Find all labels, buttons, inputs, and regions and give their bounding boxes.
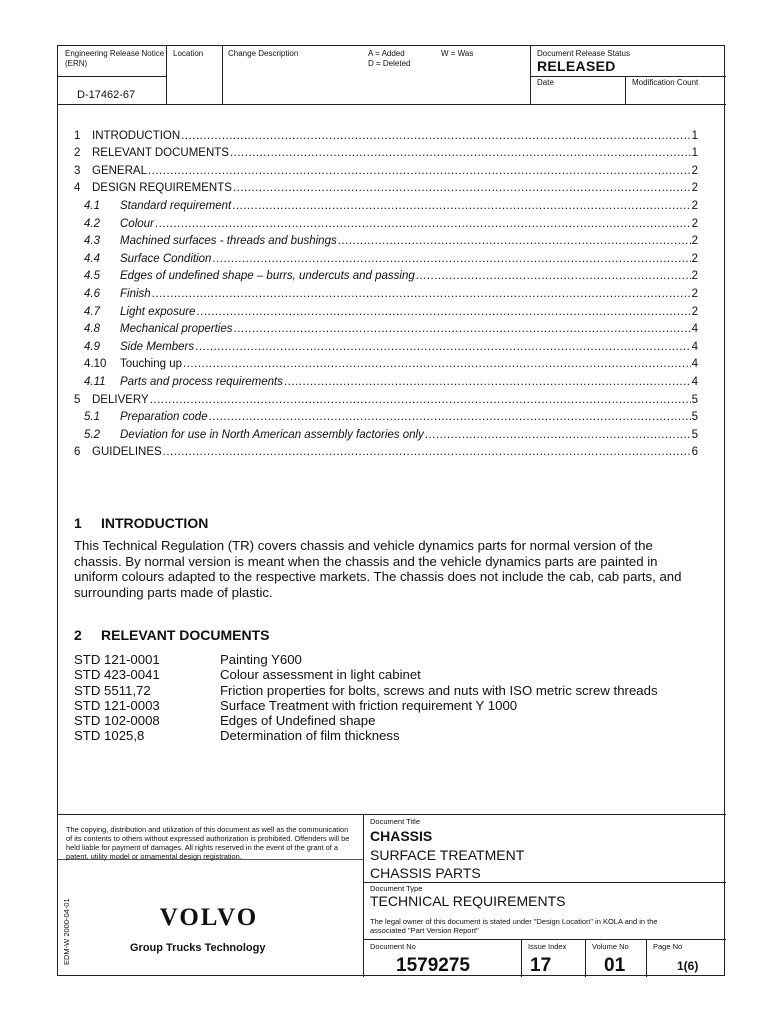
legal-owner-note: The legal owner of this document is stated under "Design Location" in KOLA and in the associated "Part Version Report"	[370, 917, 658, 935]
volume-number-label: Volume No	[592, 942, 629, 951]
toc-entry-page: 4	[691, 340, 698, 353]
toc-entry-title: DELIVERY	[92, 393, 149, 406]
document-number-label: Document No	[370, 942, 416, 951]
toc-entry	[74, 423, 698, 441]
section-heading-relevant-documents	[74, 627, 270, 643]
relevant-document-row	[74, 713, 658, 728]
footer-divider	[521, 939, 522, 977]
toc-entry-page: 2	[691, 305, 698, 318]
table-of-contents	[74, 124, 698, 458]
toc-entry-page: 2	[691, 164, 698, 177]
introduction-paragraph: This Technical Regulation (TR) covers chassis and vehicle dynamics parts for normal version of the chassis. By normal version is meant when the chassis and the vehicle dynamics parts are painted in uniform colours adapted to the respective markets. The chassis does not include the cab, cab parts, and surrounding parts made of plastic.	[74, 538, 682, 600]
toc-entry	[74, 441, 698, 459]
header-divider	[625, 76, 626, 104]
toc-entry-number: 2	[74, 147, 81, 160]
added-legend: A = Added	[368, 49, 405, 58]
issue-index-label: Issue Index	[528, 942, 567, 951]
toc-entry-number: 4.4	[84, 252, 100, 265]
company-name: Group Trucks Technology	[130, 942, 266, 954]
toc-entry-title: Mechanical properties	[120, 323, 233, 336]
toc-entry-page: 2	[691, 182, 698, 195]
toc-entry-page: 2	[691, 217, 698, 230]
document-number: 1579275	[396, 955, 470, 976]
standard-description: Painting Y600	[220, 652, 302, 667]
toc-entry-title: Light exposure	[120, 305, 196, 318]
toc-entry-number: 4.3	[84, 235, 100, 248]
release-status-label: Document Release Status	[537, 49, 630, 58]
volvo-logo	[134, 904, 284, 930]
toc-entry-number: 4.9	[84, 340, 100, 353]
toc-leader-dots	[155, 218, 691, 230]
toc-entry	[74, 370, 698, 388]
toc-entry-page: 2	[691, 252, 698, 265]
toc-entry-title: Parts and process requirements	[120, 375, 283, 388]
toc-entry-number: 4.8	[84, 323, 100, 336]
section-number: 1	[74, 515, 82, 531]
page-number: 1(6)	[677, 959, 699, 973]
change-description-label: Change Description	[228, 49, 299, 58]
toc-entry	[74, 353, 698, 371]
toc-leader-dots	[181, 130, 690, 142]
section-heading-introduction	[74, 515, 208, 531]
toc-entry-number: 4.5	[84, 270, 100, 283]
footer-divider	[585, 939, 586, 977]
toc-entry	[74, 212, 698, 230]
toc-leader-dots	[152, 288, 691, 300]
date-label: Date	[537, 78, 554, 87]
toc-entry-number: 5.2	[84, 428, 100, 441]
toc-entry-title: DESIGN REQUIREMENTS	[92, 182, 232, 195]
toc-entry-page: 6	[691, 446, 698, 459]
was-legend: W = Was	[441, 49, 474, 58]
footer-divider	[363, 814, 364, 977]
footer-top-rule	[58, 814, 726, 815]
release-status: RELEASED	[537, 58, 616, 74]
document-title-line-2: SURFACE TREATMENT	[370, 847, 525, 863]
section-title: INTRODUCTION	[101, 515, 209, 531]
standard-description: Edges of Undefined shape	[220, 713, 376, 729]
standard-description: Surface Treatment with friction requirement Y 1000	[220, 697, 518, 713]
toc-leader-dots	[284, 376, 691, 388]
toc-entry	[74, 230, 698, 248]
section-number: 2	[74, 627, 82, 643]
toc-entry-title: Finish	[120, 287, 151, 300]
toc-entry	[74, 265, 698, 283]
footer-divider	[363, 882, 726, 883]
header-divider	[58, 76, 166, 77]
document-type: TECHNICAL REQUIREMENTS	[370, 893, 566, 909]
toc-entry	[74, 318, 698, 336]
document-page	[57, 45, 725, 976]
standard-code: STD 5511,72	[74, 682, 151, 698]
standard-code: STD 1025,8	[74, 728, 145, 744]
toc-leader-dots	[230, 147, 691, 159]
toc-entry	[74, 335, 698, 353]
footer-divider	[646, 939, 647, 977]
toc-entry-number: 4.11	[84, 375, 106, 388]
standard-code: STD 102-0008	[74, 713, 160, 729]
document-title-label: Document Title	[370, 817, 421, 826]
relevant-document-row	[74, 683, 658, 698]
toc-entry-page: 4	[691, 358, 698, 371]
relevant-document-row	[74, 728, 658, 743]
toc-entry-number: 4	[74, 182, 81, 195]
toc-entry-number: 4.6	[84, 287, 100, 300]
toc-entry-page: 2	[691, 287, 698, 300]
toc-leader-dots	[183, 358, 691, 370]
deleted-legend: D = Deleted	[368, 59, 411, 68]
toc-entry-title: GUIDELINES	[92, 446, 162, 459]
toc-entry-page: 1	[691, 129, 698, 142]
toc-entry-number: 4.1	[84, 199, 100, 212]
toc-entry-number: 5.1	[84, 411, 100, 424]
toc-entry-page: 2	[691, 235, 698, 248]
toc-leader-dots	[232, 200, 690, 212]
toc-leader-dots	[196, 306, 690, 318]
toc-entry	[74, 282, 698, 300]
standard-code: STD 423-0041	[74, 667, 160, 683]
document-title-line-3: CHASSIS PARTS	[370, 865, 481, 881]
toc-entry	[74, 159, 698, 177]
toc-leader-dots	[209, 411, 691, 423]
toc-entry-page: 5	[691, 393, 698, 406]
toc-entry	[74, 124, 698, 142]
toc-entry-title: Deviation for use in North American assembly factories only	[120, 428, 424, 441]
toc-entry	[74, 300, 698, 318]
toc-leader-dots	[212, 253, 690, 265]
document-type-label: Document Type	[370, 884, 423, 893]
toc-entry-number: 4.2	[84, 217, 100, 230]
toc-entry-title: Machined surfaces - threads and bushings	[120, 235, 337, 248]
toc-entry-title: Touching up	[120, 358, 183, 371]
toc-entry	[74, 247, 698, 265]
toc-entry-number: 5	[74, 393, 81, 406]
toc-entry-title: GENERAL	[92, 164, 147, 177]
toc-entry-title: RELEVANT DOCUMENTS	[92, 147, 229, 160]
toc-entry-page: 2	[691, 270, 698, 283]
volume-number: 01	[604, 955, 626, 976]
toc-leader-dots	[416, 270, 691, 282]
document-header	[58, 46, 724, 104]
toc-entry	[74, 177, 698, 195]
footer-divider	[363, 939, 726, 940]
toc-entry-page: 1	[691, 147, 698, 160]
toc-leader-dots	[163, 446, 691, 458]
relevant-document-row	[74, 698, 658, 713]
toc-entry-title: Edges of undefined shape – burrs, undercuts and passing	[120, 270, 415, 283]
section-title: RELEVANT DOCUMENTS	[101, 627, 270, 643]
toc-entry-title: INTRODUCTION	[92, 129, 181, 142]
relevant-document-row	[74, 652, 658, 667]
toc-leader-dots	[338, 235, 691, 247]
toc-entry-page: 2	[691, 199, 698, 212]
header-divider	[530, 76, 726, 77]
toc-entry-page: 5	[691, 428, 698, 441]
toc-entry-title: Colour	[120, 217, 154, 230]
toc-leader-dots	[148, 165, 691, 177]
toc-leader-dots	[234, 323, 691, 335]
header-divider	[222, 46, 223, 104]
document-title-line-1: CHASSIS	[370, 828, 433, 844]
toc-entry-title: Preparation code	[120, 411, 208, 424]
toc-entry-page: 5	[691, 411, 698, 424]
relevant-documents-list	[74, 652, 658, 744]
ern-label: Engineering Release Notice (ERN)	[65, 49, 165, 68]
toc-entry-page: 4	[691, 375, 698, 388]
toc-entry-page: 4	[691, 323, 698, 336]
relevant-document-row	[74, 667, 658, 682]
modification-count-label: Modification Count	[632, 78, 699, 87]
toc-leader-dots	[195, 341, 690, 353]
toc-entry	[74, 406, 698, 424]
toc-entry-title: Side Members	[120, 340, 195, 353]
header-divider	[530, 46, 531, 104]
toc-entry-number: 3	[74, 164, 81, 177]
toc-leader-dots	[150, 394, 691, 406]
page-number-label: Page No	[653, 942, 683, 951]
standard-code: STD 121-0001	[74, 652, 160, 667]
toc-entry	[74, 388, 698, 406]
copyright-notice: The copying, distribution and utilization of this document as well as the communication of its contents to others without expressed authorization is prohibited. Offenders will be held liable for payment of damages. All rights reserved in the event of the grant of a patent, utility model or ornamental design registration.	[66, 825, 350, 861]
edm-form-code: EDM-W 2000-04-01	[62, 898, 71, 965]
toc-entry-title: Standard requirement	[120, 199, 232, 212]
header-bottom-rule	[58, 104, 726, 105]
toc-entry-number: 6	[74, 446, 81, 459]
standard-description: Determination of film thickness	[220, 728, 400, 744]
standard-description: Friction properties for bolts, screws and nuts with ISO metric screw threads	[220, 682, 658, 698]
toc-entry	[74, 142, 698, 160]
standard-description: Colour assessment in light cabinet	[220, 667, 421, 683]
toc-entry-number: 4.7	[84, 305, 100, 318]
toc-entry-title: Surface Condition	[120, 252, 212, 265]
issue-index: 17	[530, 955, 552, 976]
toc-entry-number: 4.10	[84, 358, 107, 371]
toc-leader-dots	[425, 429, 691, 441]
header-divider	[166, 46, 167, 104]
toc-entry	[74, 194, 698, 212]
toc-leader-dots	[233, 182, 691, 194]
standard-code: STD 121-0003	[74, 697, 160, 713]
toc-entry-number: 1	[74, 129, 81, 142]
location-label: Location	[173, 49, 204, 58]
ern-number: D-17462-67	[77, 89, 136, 101]
svg-text:VOLVO: VOLVO	[159, 904, 259, 930]
